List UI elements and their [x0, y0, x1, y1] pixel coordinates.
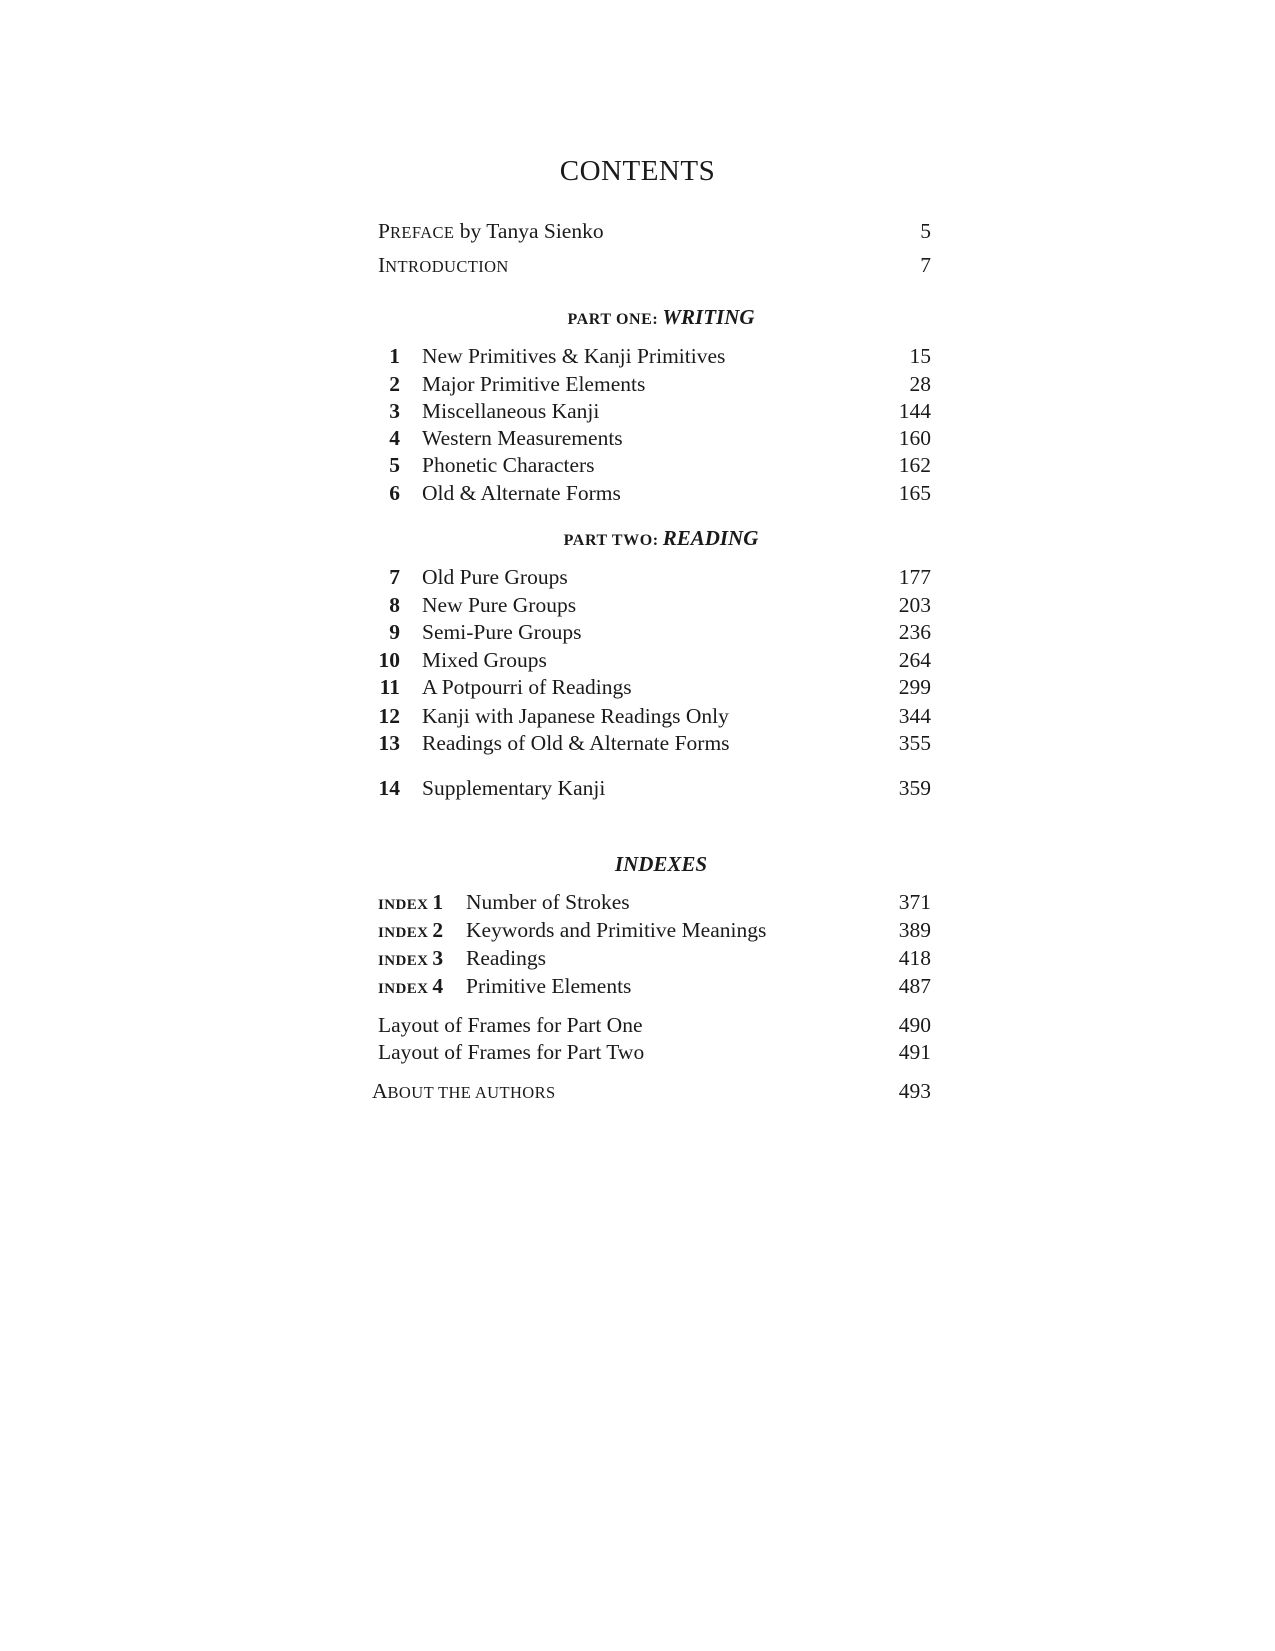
index-title: Number of Strokes	[466, 890, 630, 914]
page-number: 5	[920, 219, 931, 243]
toc-chapter-2[interactable]	[378, 369, 931, 399]
page-number: 162	[898, 453, 931, 477]
toc-chapter-10[interactable]	[378, 645, 931, 675]
page-number: 344	[898, 704, 931, 728]
toc-chapter-3[interactable]	[378, 396, 931, 426]
toc-entry-layout-part-two[interactable]	[378, 1037, 931, 1067]
page-title: CONTENTS	[559, 155, 716, 187]
page-number: 487	[898, 974, 931, 998]
page-number: 28	[909, 372, 931, 396]
chapter-number: 9	[389, 620, 400, 644]
page-number: 15	[909, 344, 931, 368]
toc-entry-label: Layout of Frames for Part One	[378, 1013, 643, 1037]
page-number: 177	[898, 565, 931, 589]
chapter-title: Old & Alternate Forms	[422, 481, 621, 505]
chapter-number: 14	[378, 776, 400, 800]
toc-chapter-14[interactable]	[378, 773, 931, 803]
toc-chapter-6[interactable]	[378, 478, 931, 508]
toc-index-4[interactable]	[378, 971, 931, 1001]
page-number: 144	[898, 399, 931, 423]
toc-entry-about-authors[interactable]	[372, 1076, 931, 1106]
toc-chapter-12[interactable]	[378, 701, 931, 731]
page-number: 203	[898, 593, 931, 617]
chapter-number: 3	[389, 399, 400, 423]
indexes-heading: INDEXES	[614, 852, 708, 876]
chapter-number: 7	[389, 565, 400, 589]
chapter-title: Old Pure Groups	[422, 565, 568, 589]
chapter-number: 6	[389, 481, 400, 505]
toc-entry-label: INTRODUCTION	[378, 253, 509, 277]
chapter-title: Semi-Pure Groups	[422, 620, 582, 644]
page-number: 160	[898, 426, 931, 450]
chapter-number: 10	[378, 648, 400, 672]
chapter-number: 13	[378, 731, 400, 755]
page-number: 389	[898, 918, 931, 942]
part-one-heading: PART ONE: WRITING	[567, 305, 755, 329]
chapter-title: New Pure Groups	[422, 593, 577, 617]
chapter-title: Supplementary Kanji	[422, 776, 606, 800]
toc-entry-preface[interactable]	[378, 216, 931, 246]
page-number: 264	[898, 648, 931, 672]
toc-chapter-1[interactable]	[378, 341, 931, 371]
toc-chapter-13[interactable]	[378, 728, 931, 758]
chapter-title: New Primitives & Kanji Primitives	[422, 344, 726, 368]
page-number: 491	[898, 1040, 931, 1064]
index-title: Readings	[466, 946, 547, 970]
chapter-title: Mixed Groups	[422, 648, 547, 672]
index-key: INDEX 4	[378, 974, 444, 998]
toc-chapter-8[interactable]	[378, 590, 931, 620]
chapter-number: 11	[379, 675, 400, 699]
page-number: 236	[898, 620, 931, 644]
chapter-number: 4	[389, 426, 400, 450]
index-title: Primitive Elements	[466, 974, 632, 998]
page-number: 418	[898, 946, 931, 970]
page-number: 490	[898, 1013, 931, 1037]
page-number: 299	[898, 675, 931, 699]
page-number: 165	[898, 481, 931, 505]
toc-chapter-11[interactable]	[378, 672, 931, 702]
page-number: 371	[898, 890, 931, 914]
page-number: 493	[898, 1079, 931, 1103]
chapter-number: 8	[389, 593, 400, 617]
page-number: 355	[898, 731, 931, 755]
chapter-title: Major Primitive Elements	[422, 372, 646, 396]
toc-chapter-4[interactable]	[378, 423, 931, 453]
chapter-number: 12	[378, 704, 400, 728]
index-key: INDEX 2	[378, 918, 444, 942]
chapter-title: Phonetic Characters	[422, 453, 595, 477]
chapter-number: 1	[389, 344, 400, 368]
chapter-number: 2	[389, 372, 400, 396]
index-key: INDEX 3	[378, 946, 444, 970]
index-title: Keywords and Primitive Meanings	[466, 918, 767, 942]
toc-index-3[interactable]	[378, 943, 931, 973]
page-number: 359	[898, 776, 931, 800]
page-number: 7	[920, 253, 931, 277]
chapter-title: Readings of Old & Alternate Forms	[422, 731, 730, 755]
toc-chapter-5[interactable]	[378, 450, 931, 480]
toc-entry-label: Layout of Frames for Part Two	[378, 1040, 645, 1064]
chapter-title: Miscellaneous Kanji	[422, 399, 600, 423]
toc-index-2[interactable]	[378, 915, 931, 945]
chapter-number: 5	[389, 453, 400, 477]
part-two-heading: PART TWO: READING	[563, 526, 759, 550]
toc-entry-layout-part-one[interactable]	[378, 1010, 931, 1040]
toc-chapter-7[interactable]	[378, 562, 931, 592]
toc-chapter-9[interactable]	[378, 617, 931, 647]
toc-entry-introduction[interactable]	[378, 250, 931, 280]
toc-index-1[interactable]	[378, 887, 931, 917]
toc-entry-label: ABOUT THE AUTHORS	[372, 1079, 556, 1103]
chapter-title: Kanji with Japanese Readings Only	[422, 704, 729, 728]
toc-entry-label: PREFACE by Tanya Sienko	[378, 219, 604, 243]
chapter-title: Western Measurements	[422, 426, 623, 450]
index-key: INDEX 1	[378, 890, 444, 914]
chapter-title: A Potpourri of Readings	[422, 675, 632, 699]
